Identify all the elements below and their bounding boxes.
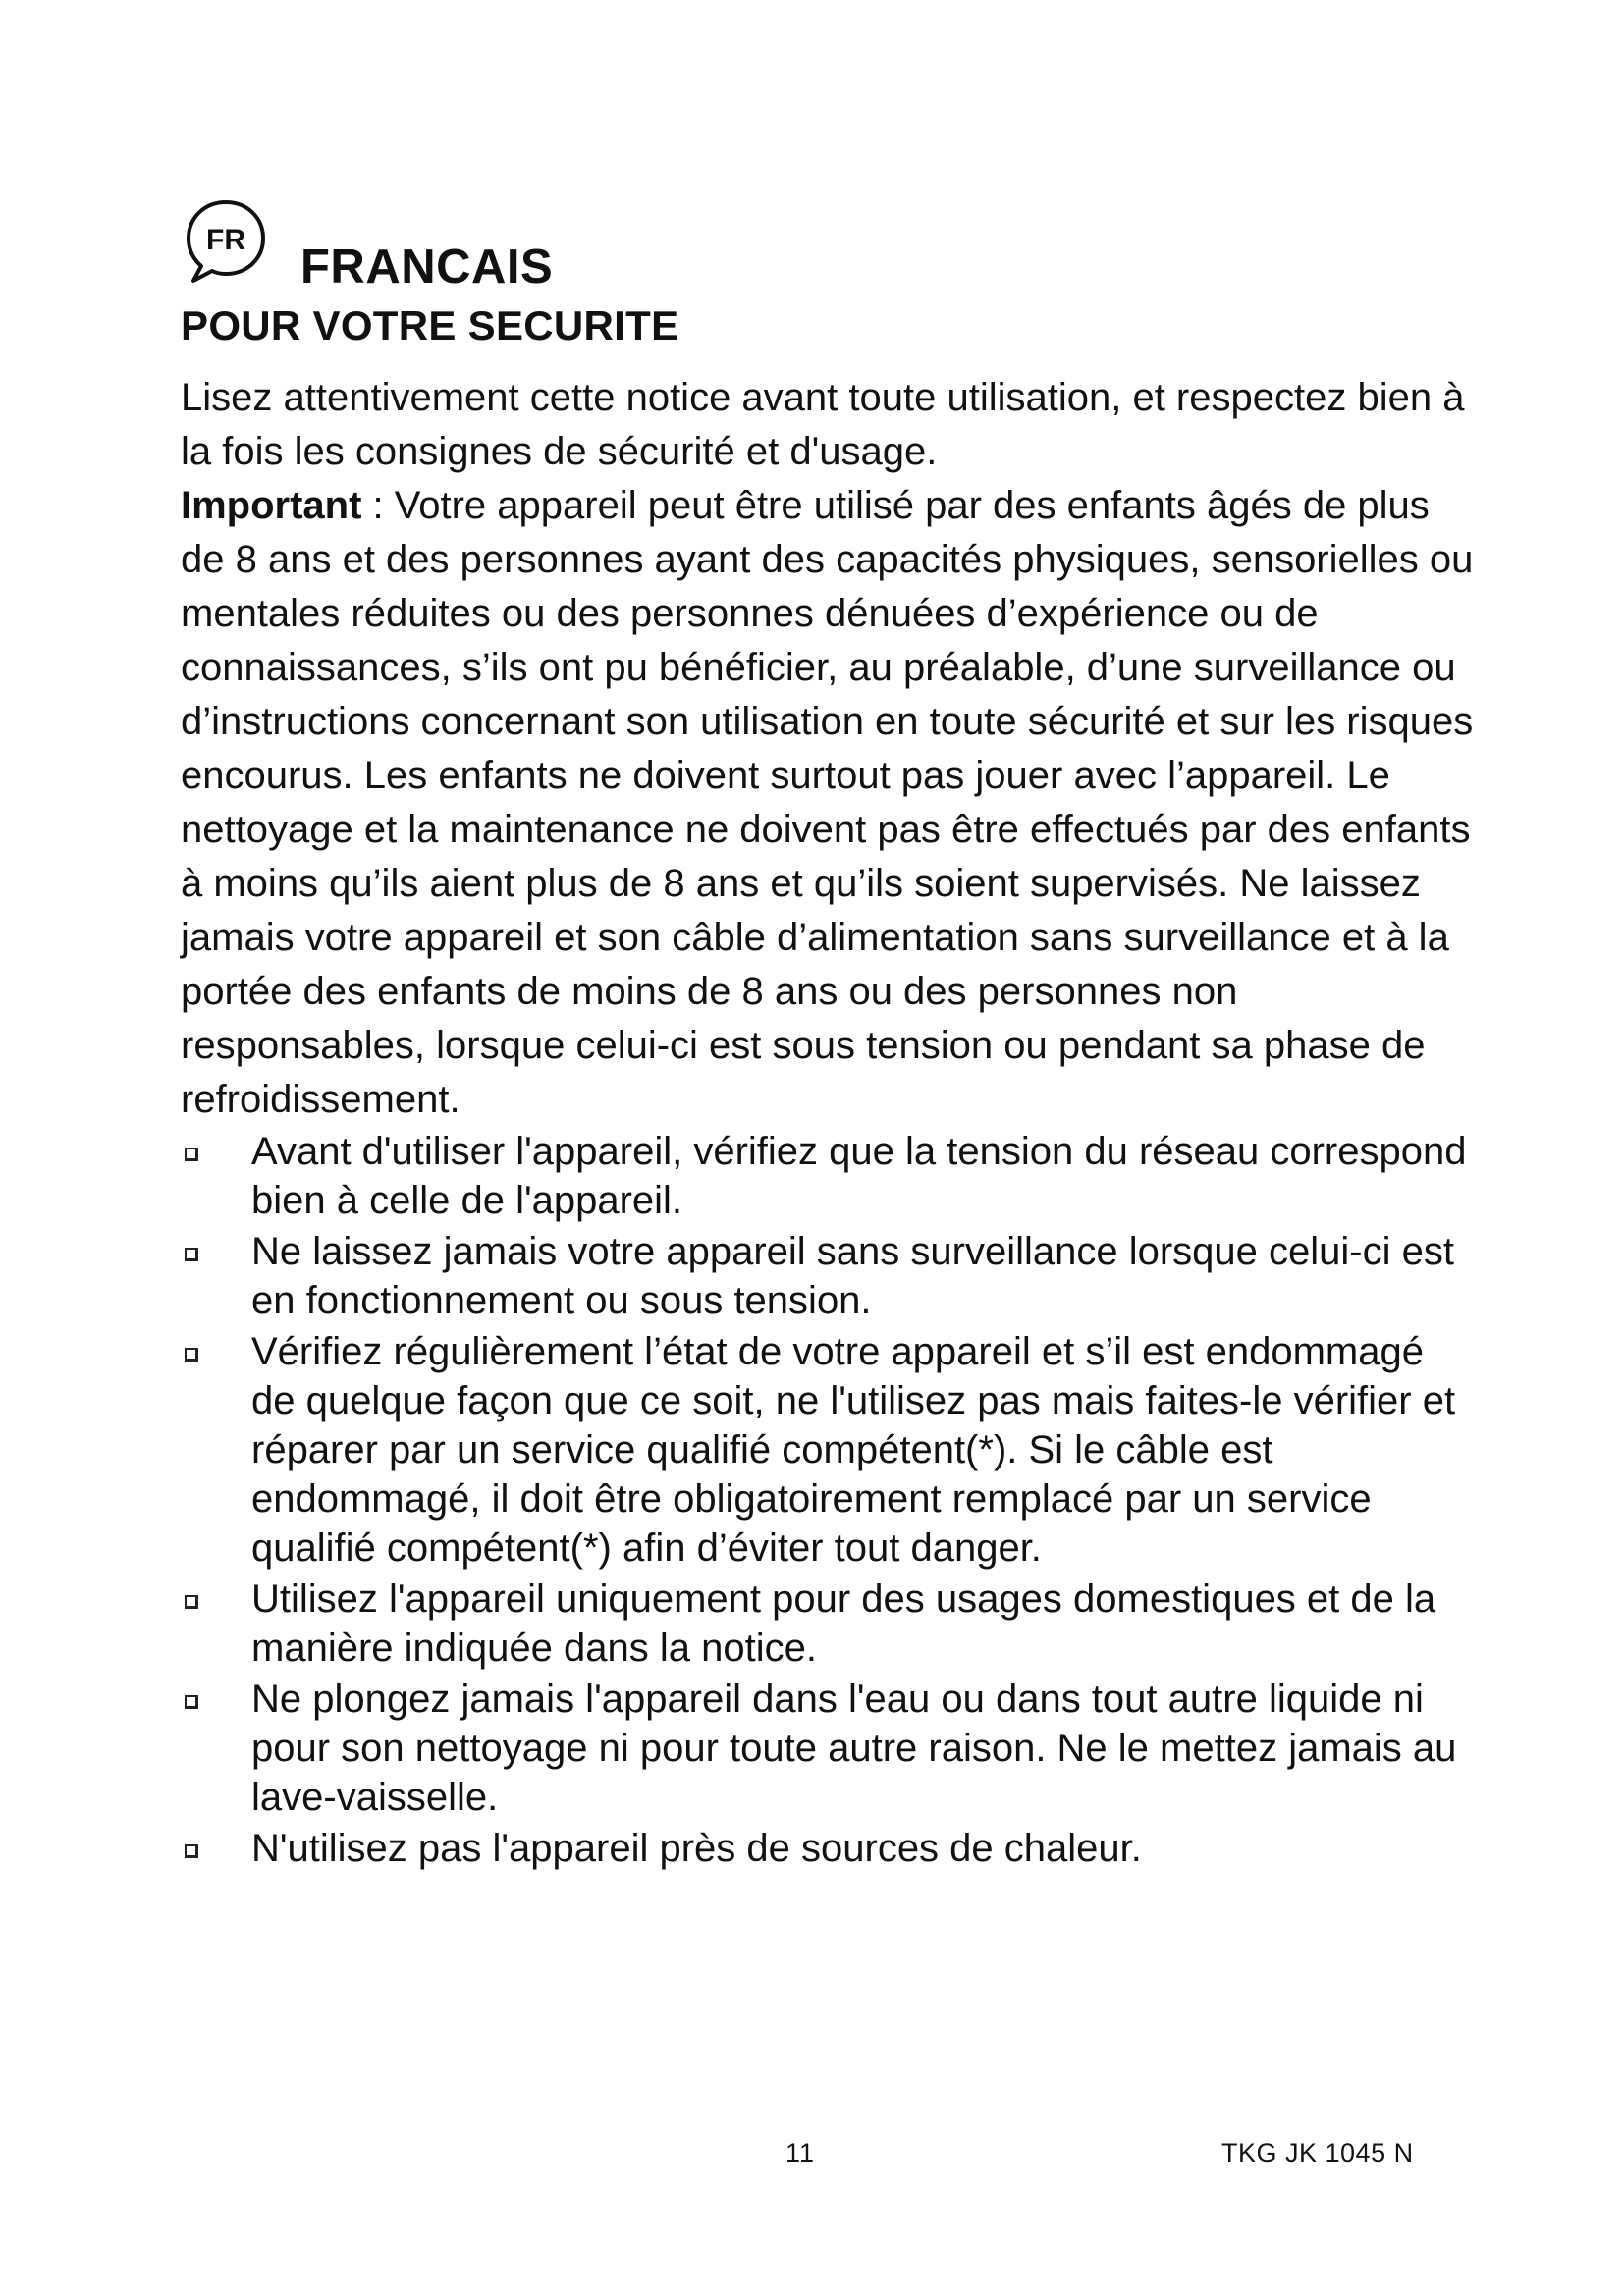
intro-paragraph: Lisez attentivement cette notice avant toute utilisation, et respectez bien à la fois les consignes de sécurité et d'usage. [181, 376, 1465, 473]
checkbox-bullet-icon [185, 1348, 198, 1362]
safety-bullet-list [181, 1127, 1477, 1873]
page-number: 11 [785, 2138, 816, 2167]
important-text: : Votre appareil peut être utilisé par des enfants âgés de plus de 8 ans et des personnes ayant des capacités physiques, sensorielles ou mentales réduites ou des personnes dénuées d’expérience ou de connaissances, s’ils ont pu bénéficier, au préalable, d’une surveillance ou d’instructions concernant son utilisation en toute sécurité et sur les risques encourus. Les enfants ne doivent surtout pas jouer avec l’appareil. Le nettoyage et la maintenance ne doivent pas être effectués par des enfants à moins qu’ils aient plus de 8 ans et qu’ils soient supervisés. Ne laissez jamais votre appareil et son câble d’alimentation sans surveillance et à la portée des enfants de moins de 8 ans ou des personnes non responsables, lorsque celui-ci est sous tension ou pendant sa phase de refroidissement. [181, 484, 1474, 1121]
checkbox-bullet-icon [185, 1248, 198, 1261]
list-item-text: Ne laissez jamais votre appareil sans surveillance lorsque celui-ci est en fonctionnement ou sous tension. [251, 1230, 1454, 1322]
speech-bubble-icon [181, 196, 271, 287]
list-item [181, 1824, 1477, 1873]
list-item [181, 1327, 1477, 1573]
list-item [181, 1127, 1477, 1225]
list-item-text: Vérifiez régulièrement l’état de votre appareil et s’il est endommagé de quelque façon que ce soit, ne l'utilisez pas mais faites-le vérifier et réparer par un service qualifié compétent(*). Si le câble est endommagé, il doit être obligatoirement remplacé par un service qualifié compétent(*) afin d’éviter tout danger. [251, 1330, 1456, 1570]
checkbox-bullet-icon [185, 1595, 198, 1609]
checkbox-bullet-icon [185, 1844, 198, 1858]
list-item [181, 1575, 1477, 1673]
language-title: FRANCAIS [300, 240, 554, 294]
list-item [181, 1675, 1477, 1822]
important-paragraph [181, 479, 1477, 1127]
section-title: POUR VOTRE SECURITE [181, 302, 679, 348]
document-body [181, 371, 1477, 1875]
badge-text: FR [206, 224, 245, 256]
list-item [181, 1227, 1477, 1325]
list-item-text: Utilisez l'appareil uniquement pour des usages domestiques et de la manière indiquée dans la notice. [251, 1577, 1436, 1670]
list-item-text: Ne plongez jamais l'appareil dans l'eau ou dans tout autre liquide ni pour son nettoyage ni pour toute autre raison. Ne le mettez jamais au lave-vaisselle. [251, 1678, 1457, 1819]
checkbox-bullet-icon [185, 1695, 198, 1709]
checkbox-bullet-icon [185, 1148, 198, 1161]
list-item-text: Avant d'utiliser l'appareil, vérifiez que la tension du réseau correspond bien à celle de l'appareil. [251, 1130, 1467, 1222]
model-number: TKG JK 1045 N [1221, 2138, 1414, 2167]
important-label: Important [181, 484, 362, 527]
language-header [181, 196, 868, 304]
list-item-text: N'utilisez pas l'appareil près de sources de chaleur. [251, 1827, 1142, 1870]
